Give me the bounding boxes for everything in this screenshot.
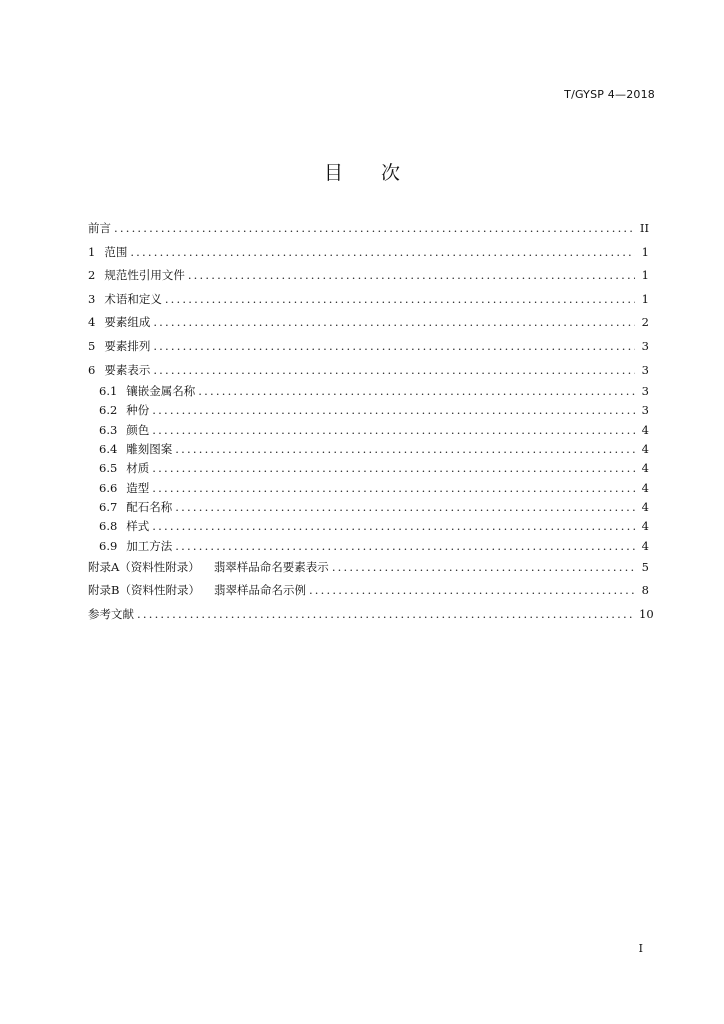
toc-entry-page: 4 bbox=[641, 538, 649, 553]
toc-entry-label: 术语和定义 bbox=[104, 291, 162, 306]
toc-leader-dots bbox=[114, 217, 635, 241]
toc-title-part2: 次 bbox=[381, 162, 401, 184]
toc-entry-number: 4 bbox=[88, 315, 96, 330]
toc-leader-dots bbox=[188, 264, 635, 288]
toc-entry-appendix-a[interactable] bbox=[88, 556, 649, 580]
toc-leader-dots bbox=[165, 288, 635, 312]
toc-entry-number: 6.4 bbox=[99, 442, 118, 457]
toc-entry-page: 3 bbox=[641, 384, 649, 399]
toc-entry-number: 附录B（资料性附录） bbox=[88, 583, 200, 598]
table-of-contents bbox=[88, 217, 654, 627]
toc-entry-normative-references[interactable] bbox=[88, 264, 649, 288]
toc-leader-dots bbox=[152, 517, 635, 536]
toc-leader-dots bbox=[153, 359, 635, 383]
toc-entry-page: 4 bbox=[641, 499, 649, 514]
toc-leader-dots bbox=[152, 479, 635, 498]
toc-entry-label: 颜色 bbox=[126, 422, 150, 437]
toc-leader-dots bbox=[153, 311, 635, 335]
toc-entry-number: 3 bbox=[88, 291, 96, 306]
toc-entry-label: 配石名称 bbox=[126, 499, 173, 514]
toc-entry-page: 3 bbox=[641, 338, 649, 353]
toc-entry-number: 1 bbox=[88, 244, 96, 259]
toc-subentry-6-8[interactable] bbox=[88, 517, 649, 536]
toc-entry-appendix-b[interactable] bbox=[88, 579, 649, 603]
toc-title-part1: 目 bbox=[323, 162, 343, 184]
toc-entry-label: 规范性引用文件 bbox=[104, 268, 185, 283]
toc-leader-dots bbox=[152, 421, 635, 440]
toc-entry-number: 6.8 bbox=[99, 519, 118, 534]
toc-entry-page: 1 bbox=[641, 268, 649, 283]
toc-entry-number: 附录A（资料性附录） bbox=[88, 559, 200, 574]
toc-entry-label: 范围 bbox=[104, 244, 128, 259]
standard-code: T/GYSP 4—2018 bbox=[564, 88, 655, 101]
toc-entry-number: 6.9 bbox=[99, 538, 118, 553]
toc-entry-label: 镶嵌金属名称 bbox=[126, 384, 196, 399]
toc-entry-label: 雕刻图案 bbox=[126, 442, 173, 457]
toc-entry-page: 2 bbox=[641, 315, 649, 330]
toc-entry-label: 材质 bbox=[126, 461, 150, 476]
toc-entry-page: 4 bbox=[641, 480, 649, 495]
toc-entry-representation[interactable] bbox=[88, 359, 649, 383]
toc-entry-terms[interactable] bbox=[88, 288, 649, 312]
toc-subentry-6-2[interactable] bbox=[88, 401, 649, 420]
toc-entry-label: 加工方法 bbox=[126, 538, 173, 553]
toc-subentry-6-5[interactable] bbox=[88, 459, 649, 478]
toc-entry-label: 要素排列 bbox=[104, 338, 151, 353]
toc-entry-label: 要素表示 bbox=[104, 362, 151, 377]
toc-leader-dots bbox=[175, 440, 635, 459]
toc-entry-number: 6.5 bbox=[99, 461, 118, 476]
toc-leader-dots bbox=[152, 401, 635, 420]
toc-entry-page: 3 bbox=[641, 362, 649, 377]
toc-entry-label: 种份 bbox=[126, 403, 150, 418]
toc-leader-dots bbox=[175, 537, 635, 556]
toc-entry-label: 造型 bbox=[126, 480, 150, 495]
toc-entry-arrangement[interactable] bbox=[88, 335, 649, 359]
toc-entry-number: 6.3 bbox=[99, 422, 118, 437]
toc-entry-label: 翡翠样品命名示例 bbox=[213, 583, 306, 598]
toc-entry-page: 4 bbox=[641, 442, 649, 457]
toc-subentry-6-3[interactable] bbox=[88, 421, 649, 440]
toc-leader-dots bbox=[137, 603, 635, 627]
toc-subentry-6-1[interactable] bbox=[88, 382, 649, 401]
toc-entry-number: 6 bbox=[88, 362, 96, 377]
toc-entry-number: 6.7 bbox=[99, 499, 118, 514]
toc-leader-dots bbox=[153, 335, 635, 359]
toc-entry-page: 4 bbox=[641, 519, 649, 534]
toc-subentry-6-7[interactable] bbox=[88, 498, 649, 517]
toc-entry-page: II bbox=[639, 221, 649, 235]
page-number: I bbox=[638, 942, 643, 955]
toc-entry-page: 1 bbox=[641, 291, 649, 306]
toc-entry-label: 前言 bbox=[88, 221, 111, 235]
toc-leader-dots bbox=[130, 241, 635, 265]
toc-entry-page: 1 bbox=[641, 244, 649, 259]
toc-entry-number: 5 bbox=[88, 338, 96, 353]
toc-subentry-6-6[interactable] bbox=[88, 479, 649, 498]
toc-entry-foreword[interactable] bbox=[88, 217, 649, 241]
toc-subentry-6-9[interactable] bbox=[88, 537, 649, 556]
toc-entry-page: 4 bbox=[641, 422, 649, 437]
toc-entry-label: 要素组成 bbox=[104, 315, 151, 330]
toc-entry-scope[interactable] bbox=[88, 241, 649, 265]
toc-entry-page: 8 bbox=[641, 583, 649, 598]
toc-leader-dots bbox=[152, 459, 635, 478]
toc-entry-number: 6.6 bbox=[99, 480, 118, 495]
toc-entry-label: 翡翠样品命名要素表示 bbox=[213, 559, 329, 574]
toc-entry-page: 4 bbox=[641, 461, 649, 476]
toc-entry-label: 参考文献 bbox=[88, 607, 134, 622]
toc-entry-number: 6.2 bbox=[99, 403, 118, 418]
toc-entry-number: 6.1 bbox=[99, 384, 118, 399]
toc-leader-dots bbox=[309, 579, 635, 603]
toc-entry-elements[interactable] bbox=[88, 311, 649, 335]
toc-subentry-6-4[interactable] bbox=[88, 440, 649, 459]
toc-leader-dots bbox=[198, 382, 635, 401]
toc-leader-dots bbox=[332, 556, 635, 580]
toc-entry-bibliography[interactable] bbox=[88, 603, 654, 627]
toc-leader-dots bbox=[175, 498, 635, 517]
toc-entry-page: 10 bbox=[639, 607, 654, 622]
toc-title bbox=[0, 158, 724, 185]
toc-entry-number: 2 bbox=[88, 268, 96, 283]
toc-entry-page: 5 bbox=[641, 559, 649, 574]
toc-entry-label: 样式 bbox=[126, 519, 150, 534]
toc-entry-page: 3 bbox=[641, 403, 649, 418]
